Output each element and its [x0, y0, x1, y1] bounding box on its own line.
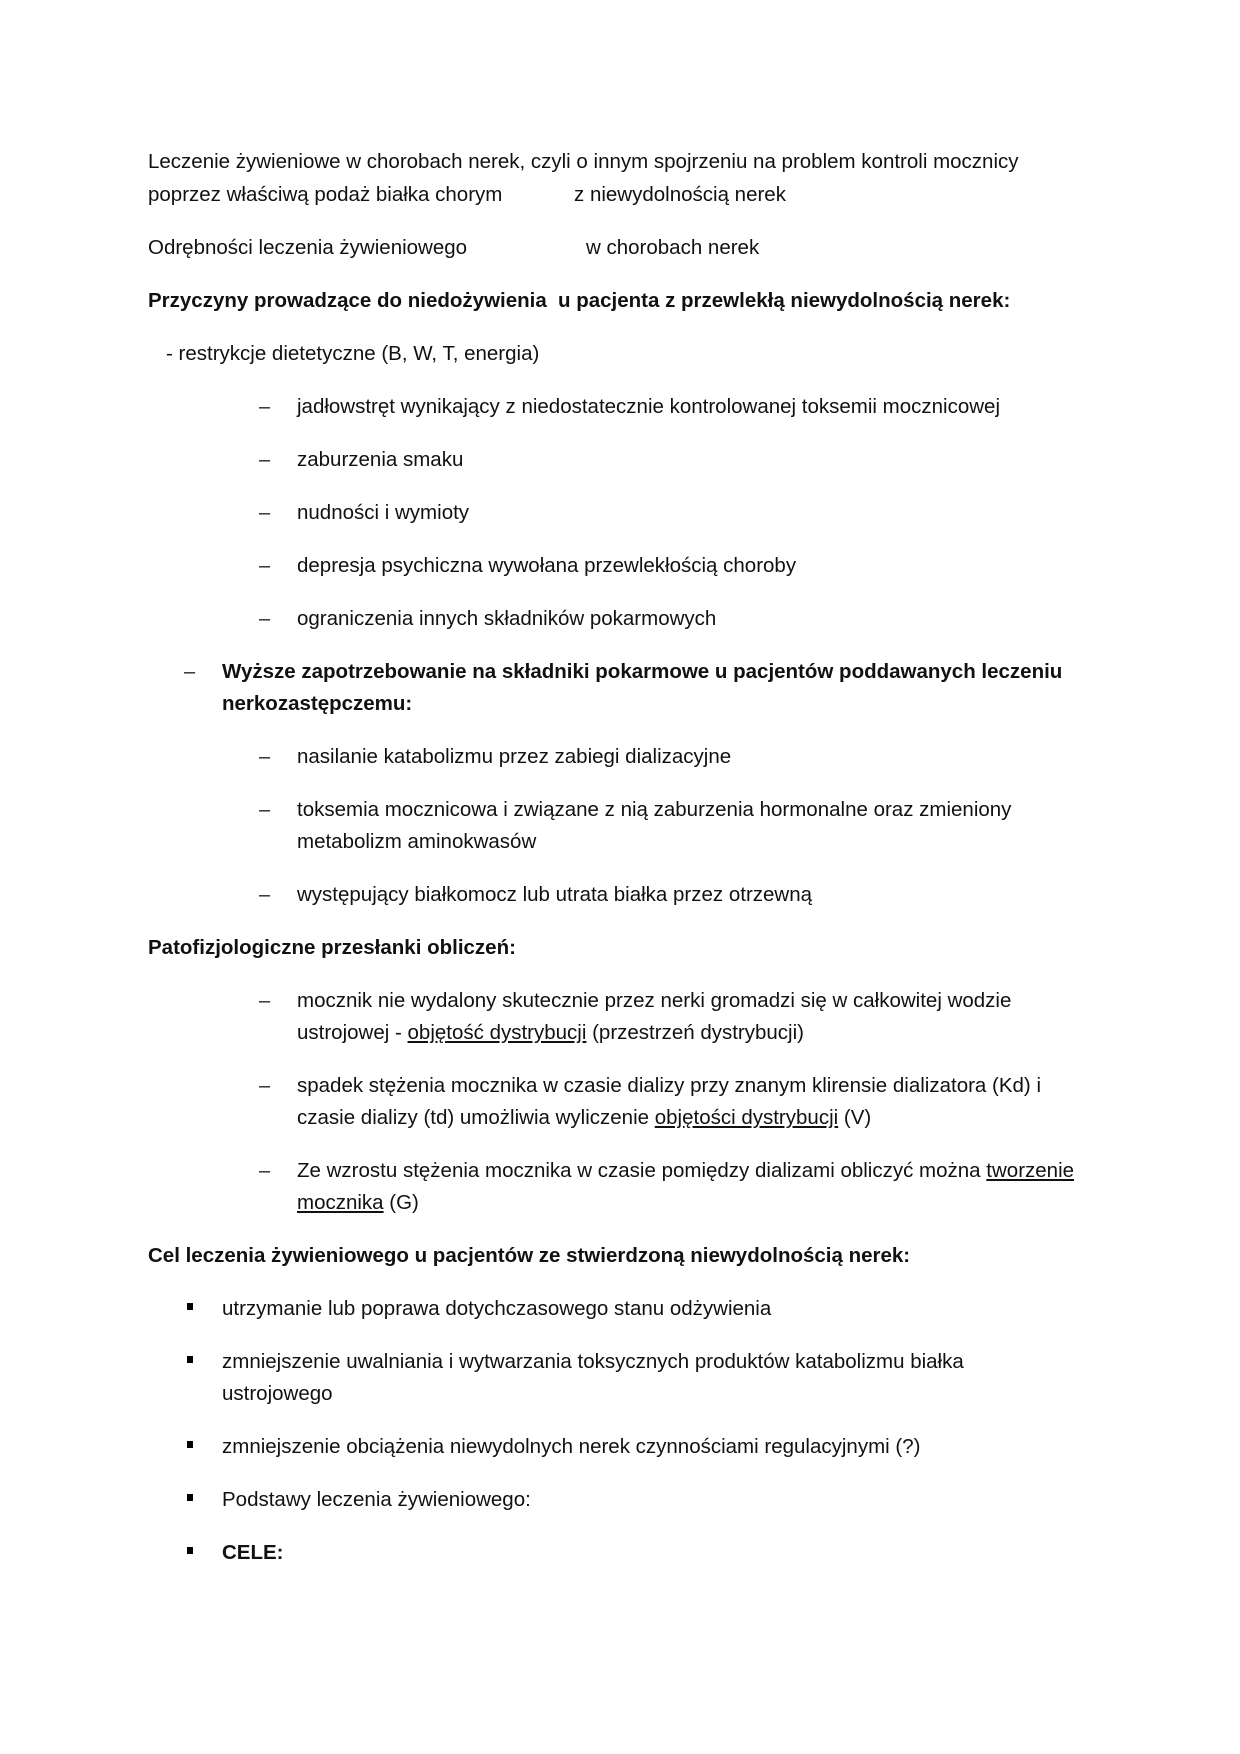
- patho-text: (G): [383, 1191, 419, 1214]
- patho-item-2-line-1: spadek stężenia mocznika w czasie dializy przy znanym klirensie dializatora (Kd) i: [297, 1074, 1041, 1097]
- patho-text: ustrojowej -: [297, 1021, 408, 1044]
- underlined-term: objętości dystrybucji: [654, 1106, 839, 1129]
- dash-bullet-icon: –: [259, 1075, 271, 1097]
- patho-item-1-line-2: [297, 1017, 804, 1049]
- underlined-term: tworzenie: [986, 1159, 1075, 1182]
- cause-item: ograniczenia innych składników pokarmowych: [297, 607, 717, 630]
- sub-item: toksemia mocznicowa i związane z nią zaburzenia hormonalne oraz zmieniony: [297, 798, 1012, 821]
- dash-bullet-icon: –: [259, 449, 271, 471]
- underlined-term: mocznika: [297, 1191, 384, 1214]
- sub-item: występujący białkomocz lub utrata białka przez otrzewną: [297, 883, 813, 906]
- patho-text: (V): [838, 1106, 872, 1129]
- patho-heading: Patofizjologiczne przesłanki obliczeń:: [148, 936, 516, 959]
- title-line-1: Leczenie żywieniowe w chorobach nerek, czyli o innym spojrzeniu na problem kontroli mocznicy: [148, 150, 1019, 173]
- title-line-2a: poprzez właściwą podaż białka chorym: [148, 183, 503, 206]
- square-bullet-icon: [187, 1547, 193, 1554]
- subtitle-a: Odrębności leczenia żywieniowego: [148, 236, 468, 259]
- dash-bullet-icon: –: [259, 555, 271, 577]
- goal-item: zmniejszenie uwalniania i wytwarzania toksycznych produktów katabolizmu białka: [222, 1350, 964, 1373]
- dash-bullet-icon: –: [259, 608, 271, 630]
- square-bullet-icon: [187, 1356, 193, 1363]
- patho-item-2-line-2: [297, 1102, 871, 1134]
- title-line-2b: z niewydolnością nerek: [574, 183, 786, 206]
- cause-item: jadłowstręt wynikający z niedostatecznie kontrolowanej toksemii mocznicowej: [297, 395, 1001, 418]
- patho-item-1-line-1: mocznik nie wydalony skutecznie przez nerki gromadzi się w całkowitej wodzie: [297, 989, 1012, 1012]
- square-bullet-icon: [187, 1494, 193, 1501]
- dash-bullet-icon: –: [259, 1160, 271, 1182]
- dash-bullet-icon: –: [184, 661, 196, 683]
- cause-item: zaburzenia smaku: [297, 448, 464, 471]
- goal-item: zmniejszenie obciążenia niewydolnych nerek czynnościami regulacyjnymi (?): [222, 1435, 921, 1458]
- patho-item-3-line-2: [297, 1187, 419, 1219]
- patho-text: Ze wzrostu stężenia mocznika w czasie pomiędzy dializami obliczyć można: [297, 1159, 987, 1182]
- sub-item: nasilanie katabolizmu przez zabiegi dializacyjne: [297, 745, 732, 768]
- dash-bullet-icon: –: [259, 746, 271, 768]
- goal-item: utrzymanie lub poprawa dotychczasowego stanu odżywienia: [222, 1297, 772, 1320]
- goal-item-continuation: ustrojowego: [222, 1382, 333, 1405]
- patho-text: (przestrzeń dystrybucji): [586, 1021, 804, 1044]
- patho-item-3-line-1: [297, 1155, 1074, 1187]
- higher-need-line-2: nerkozastępczemu:: [222, 692, 413, 715]
- goal-item: Podstawy leczenia żywieniowego:: [222, 1488, 531, 1511]
- square-bullet-icon: [187, 1303, 193, 1310]
- patho-text: czasie dializy (td) umożliwia wyliczenie: [297, 1106, 655, 1129]
- cause-item: depresja psychiczna wywołana przewlekłością choroby: [297, 554, 797, 577]
- subtitle-b: w chorobach nerek: [586, 236, 760, 259]
- goals-heading: Cel leczenia żywieniowego u pacjentów ze stwierdzoną niewydolnością nerek:: [148, 1244, 911, 1267]
- higher-need-line-1: Wyższe zapotrzebowanie na składniki pokarmowe u pacjentów poddawanych leczeniu: [222, 660, 1063, 683]
- dash-bullet-icon: –: [259, 884, 271, 906]
- square-bullet-icon: [187, 1441, 193, 1448]
- dash-bullet-icon: –: [259, 396, 271, 418]
- restrictions-text: - restrykcje dietetyczne (B, W, T, energia): [166, 342, 540, 365]
- causes-heading-b: u pacjenta z przewlekłą niewydolnością nerek:: [558, 289, 1011, 312]
- sub-item-continuation: metabolizm aminokwasów: [297, 830, 537, 853]
- underlined-term: objętość dystrybucji: [407, 1021, 587, 1044]
- causes-heading-a: Przyczyny prowadzące do niedożywienia: [148, 289, 547, 312]
- dash-bullet-icon: –: [259, 990, 271, 1012]
- dash-bullet-icon: –: [259, 502, 271, 524]
- cause-item: nudności i wymioty: [297, 501, 470, 524]
- goal-item-cele: CELE:: [222, 1541, 284, 1564]
- dash-bullet-icon: –: [259, 799, 271, 821]
